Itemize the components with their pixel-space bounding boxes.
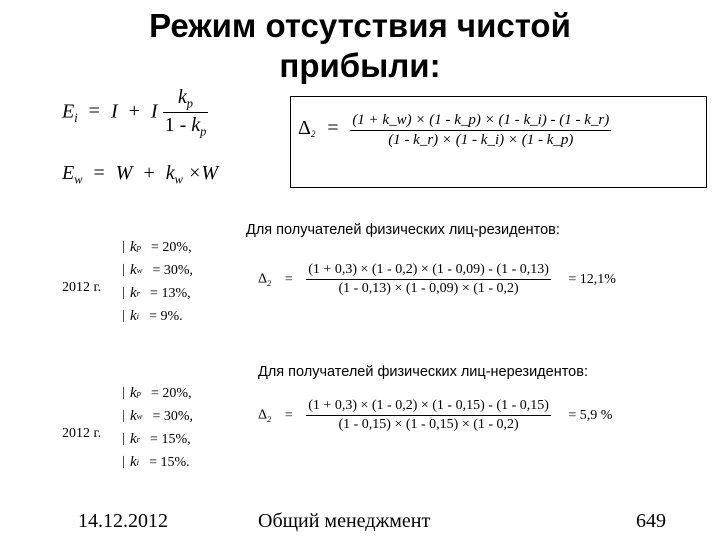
param-value: = 20%, bbox=[151, 240, 192, 255]
residents-caption: Для получателей физических лиц-резидентов: bbox=[246, 222, 560, 238]
brace-glyph: │ bbox=[120, 311, 128, 322]
nonresidents-fraction bbox=[306, 398, 551, 433]
residents-result: = 12,1% bbox=[568, 271, 616, 287]
residents-params bbox=[120, 236, 193, 328]
param-value: = 20%, bbox=[151, 386, 192, 401]
nonresidents-caption: Для получателей физических лиц-нерезидентов: bbox=[258, 364, 588, 380]
param-value: = 13%, bbox=[150, 286, 191, 301]
param-subscript: w bbox=[136, 411, 143, 421]
param-value: = 30%, bbox=[152, 409, 194, 424]
param-subscript: p bbox=[136, 242, 142, 252]
param-row bbox=[120, 282, 193, 305]
brace-glyph: │ bbox=[120, 388, 128, 399]
footer-page-number: 649 bbox=[636, 510, 666, 532]
nonresidents-params bbox=[120, 382, 193, 474]
residents-year: 2012 г. bbox=[62, 280, 102, 295]
param-row bbox=[120, 382, 193, 405]
fraction-kp: $\frac{k_p}{1 - k_p}$ bbox=[164, 86, 207, 139]
brace-glyph: │ bbox=[120, 242, 128, 253]
param-symbol: k bbox=[130, 431, 137, 447]
param-value: = 15%. bbox=[149, 455, 190, 470]
formula-delta2: $\Delta_2$ = $\frac{(1 + k\_w) \times (1 - k\_p) \times (1 - k\_i) - (1 - k\_r)}{(1 - k\_r) \times (1 - k\_i) \times (1 - k\_p)}$ bbox=[298, 112, 610, 148]
brace-glyph: │ bbox=[120, 411, 128, 422]
param-value: = 15%, bbox=[150, 432, 191, 447]
formula-ew: $E_w = W + k_w \times W$ bbox=[62, 162, 219, 187]
brace-glyph: │ bbox=[120, 434, 128, 445]
residents-calculation: $\Delta_2$ = $\frac{(1 + 0,3) \times (1 - 0,2) \times (1 - 0,09) - (1 - 0,13)}{(1 - 0,13) \times (1 - 0,09) \times (1 - 0,2)}$ = 12,1% bbox=[258, 262, 616, 296]
param-symbol: k bbox=[130, 408, 137, 424]
param-row bbox=[120, 428, 193, 451]
slide-title bbox=[60, 6, 660, 86]
param-row bbox=[120, 305, 193, 328]
nonresidents-year: 2012 г. bbox=[62, 426, 102, 441]
delta2-numerator: (1 + k_w) × (1 - k_p) × (1 - k_i) - (1 - k_r) bbox=[352, 112, 610, 128]
param-subscript: i bbox=[136, 457, 140, 467]
footer-course: Общий менеджмент bbox=[258, 510, 431, 532]
nonresidents-result: = 5,9 % bbox=[568, 407, 613, 423]
formula-ei: $E_i = I + I$ $\frac{k_p}{1 - k_p}$ bbox=[62, 86, 207, 139]
brace-glyph: │ bbox=[120, 288, 128, 299]
param-symbol: k bbox=[130, 454, 137, 470]
param-subscript: i bbox=[136, 311, 140, 321]
title-line-2: прибыли: bbox=[279, 47, 441, 84]
param-subscript: r bbox=[136, 434, 141, 444]
param-row bbox=[120, 451, 193, 474]
delta2-fraction bbox=[350, 112, 611, 149]
param-row bbox=[120, 236, 193, 259]
residents-denominator: (1 - 0,13) × (1 - 0,09) × (1 - 0,2) bbox=[338, 281, 519, 296]
param-symbol: k bbox=[130, 285, 137, 301]
param-symbol: k bbox=[130, 262, 137, 278]
param-value: = 9%. bbox=[149, 309, 183, 324]
nonresidents-calculation: $\Delta_2$ = $\frac{(1 + 0,3) \times (1 - 0,2) \times (1 - 0,15) - (1 - 0,15)}{(1 - 0,15) \times (1 - 0,15) \times (1 - 0,2)}$ = 5,9 % bbox=[258, 398, 613, 432]
residents-numerator: (1 + 0,3) × (1 - 0,2) × (1 - 0,09) - (1 - 0,13) bbox=[308, 262, 549, 277]
param-row bbox=[120, 259, 193, 282]
nonresidents-denominator: (1 - 0,15) × (1 - 0,15) × (1 - 0,2) bbox=[338, 417, 519, 432]
residents-fraction bbox=[306, 262, 551, 297]
brace-glyph: │ bbox=[120, 457, 128, 468]
param-symbol: k bbox=[130, 385, 137, 401]
title-line-1: Режим отсутствия чистой bbox=[149, 7, 571, 44]
param-subscript: p bbox=[136, 388, 142, 398]
param-subscript: r bbox=[136, 288, 141, 298]
param-row bbox=[120, 405, 193, 428]
nonresidents-numerator: (1 + 0,3) × (1 - 0,2) × (1 - 0,15) - (1 - 0,15) bbox=[308, 398, 549, 413]
param-subscript: w bbox=[136, 265, 143, 275]
brace-glyph: │ bbox=[120, 265, 128, 276]
param-symbol: k bbox=[130, 239, 137, 255]
delta2-denominator: (1 - k_r) × (1 - k_i) × (1 - k_p) bbox=[388, 132, 574, 148]
footer-date: 14.12.2012 bbox=[78, 510, 168, 532]
param-symbol: k bbox=[130, 308, 137, 324]
param-value: = 30%, bbox=[152, 263, 194, 278]
